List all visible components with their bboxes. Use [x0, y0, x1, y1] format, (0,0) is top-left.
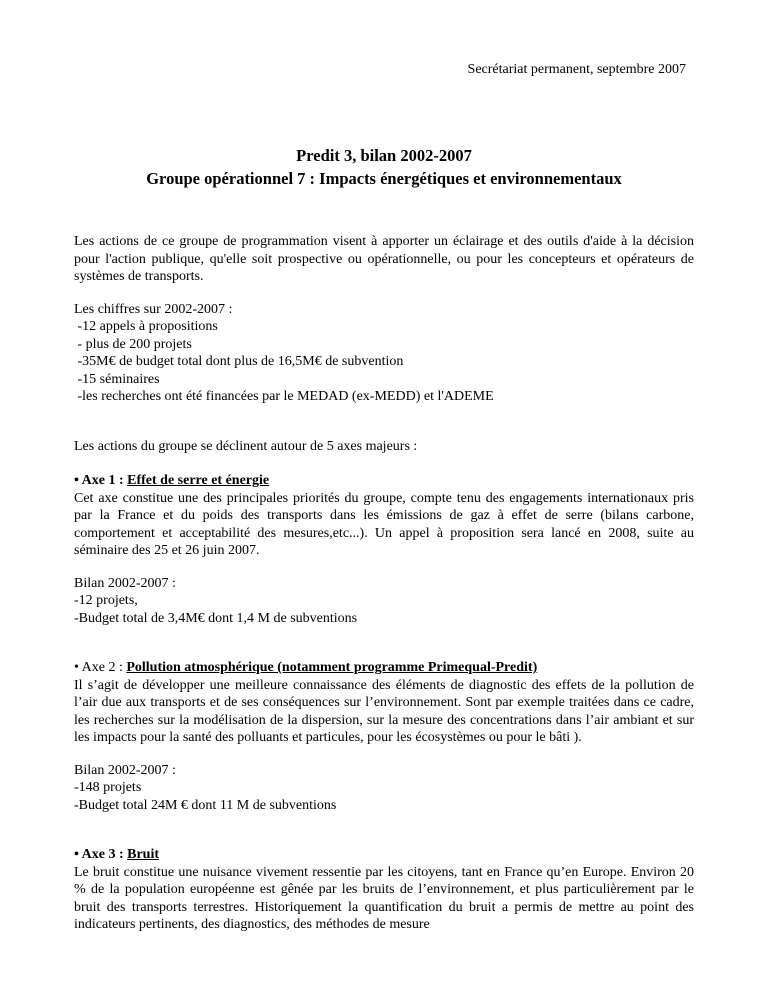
figures-item: -15 séminaires [74, 371, 160, 387]
axis1-bilan-item: -Budget total de 3,4M€ dont 1,4 M de subventions [74, 610, 358, 626]
axis1-prefix: • Axe 1 : [74, 473, 128, 488]
figures-heading: Les chiffres sur 2002-2007 : [74, 301, 233, 317]
axis3-text: Le bruit constitue une nuisance vivement ressentie par les citoyens, tant en France qu’en Europe. Environ 20 % de la population européenne est gênée par les bruits de l’environnement, et plus particulièrement par le bruit des transports terrestres. Historiquement la quantification du bruit a permis de mettre au point des indicateurs pertinents, des diagnostics, des méthodes de mesure [74, 864, 694, 932]
axis2-heading [74, 659, 694, 677]
axis3-heading [74, 846, 694, 864]
figures-item: - plus de 200 projets [74, 336, 192, 352]
axis2-text: Il s’agit de développer une meilleure connaissance des éléments de diagnostic des effets de la pollution de l’air due aux transports et de ses conséquences sur l’environnement. Sont par exemple traitées dans ce cadre, les recherches sur la modélisation de la dispersion, sur la mesure des concentrations dans l’air ambiant et sur les impacts pour la santé des polluants et particules, pour les écosystèmes ou pour le bâti ). [74, 677, 694, 745]
document-subtitle: Groupe opérationnel 7 : Impacts énergétiques et environnementaux [146, 169, 622, 188]
figures-block [74, 301, 694, 406]
axis3-prefix: • Axe 3 : [74, 847, 128, 862]
axis1-bilan-heading: Bilan 2002-2007 : [74, 575, 176, 591]
figures-item: -35M€ de budget total dont plus de 16,5M€ de subvention [74, 354, 404, 369]
intro-paragraph: Les actions de ce groupe de programmation visent à apporter un éclairage et des outils d'aide à la décision pour l'action publique, qu'elle soit prospective ou opérationnelle, ou pour les concepteurs et opérateurs de systèmes de transports. [74, 234, 694, 284]
axes-intro: Les actions du groupe se déclinent autour de 5 axes majeurs : [74, 438, 418, 454]
axis1-bilan [74, 575, 694, 628]
axis2-prefix: • Axe 2 : [74, 660, 127, 675]
axis1-title: Effet de serre et énergie [127, 473, 270, 488]
axis2-bilan-heading: Bilan 2002-2007 : [74, 762, 176, 778]
figures-item: -12 appels à propositions [74, 319, 218, 334]
axis3-title: Bruit [127, 847, 160, 862]
header-note: Secrétariat permanent, septembre 2007 [467, 62, 686, 77]
axis1-text: Cet axe constitue une des principales priorités du groupe, compte tenu des engagements internationaux pris par la France et du poids des transports dans les émissions de gaz à effet de serre (bilans carbone, comportement et acceptabilité des mesures,etc...). Un appel à proposition sera lancé en 2008, suite au séminaire des 25 et 26 juin 2007. [74, 490, 694, 558]
axis2-title: Pollution atmosphérique (notamment programme Primequal-Predit) [126, 660, 538, 675]
document-title: Predit 3, bilan 2002-2007 [296, 146, 472, 165]
axis1-heading [74, 472, 694, 490]
axis2-bilan-item: -148 projets [74, 780, 142, 795]
figures-item: -les recherches ont été financées par le MEDAD (ex-MEDD) et l'ADEME [74, 389, 494, 404]
axis2-bilan [74, 762, 694, 815]
axis2-bilan-item: -Budget total 24M € dont 11 M de subventions [74, 797, 337, 813]
axis1-bilan-item: -12 projets, [74, 593, 138, 608]
document-body [74, 233, 694, 934]
